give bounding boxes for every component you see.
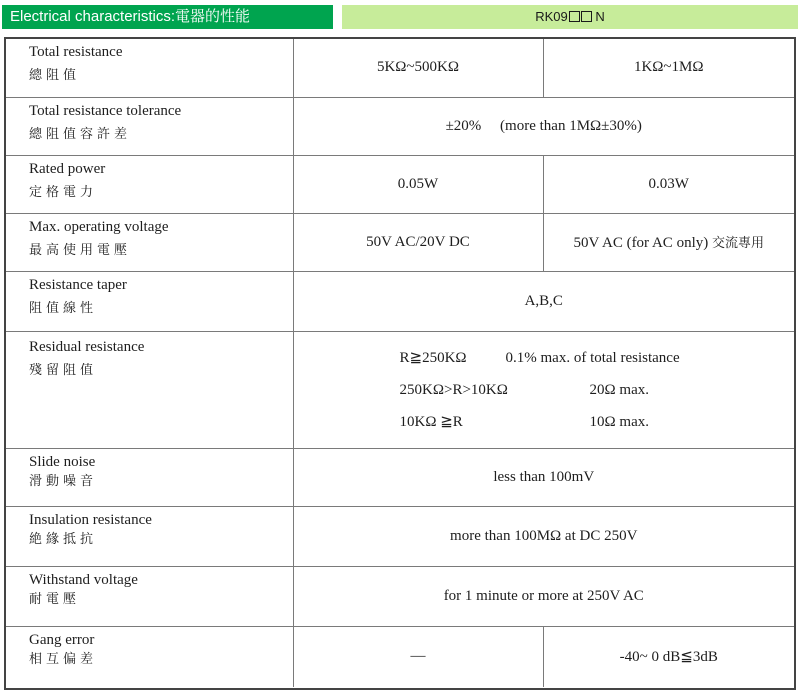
value-cell bbox=[543, 213, 794, 271]
row-label bbox=[6, 506, 293, 566]
limit-text: 20Ω max. bbox=[589, 381, 649, 398]
section-title: Electrical characteristics:電器的性能 bbox=[2, 5, 333, 29]
condition-text: R≧250KΩ bbox=[399, 349, 467, 366]
value-cell bbox=[293, 331, 794, 448]
model-suffix: N bbox=[595, 9, 605, 24]
label-en: Total resistance bbox=[29, 44, 123, 60]
value-cell: more than 100MΩ at DC 250V bbox=[293, 506, 794, 566]
label-zh: 殘留阻值 bbox=[29, 362, 98, 378]
label-en: Total resistance tolerance bbox=[29, 102, 182, 119]
value-note-zh: 交流專用 bbox=[711, 236, 764, 251]
label-en: Slide noise bbox=[29, 453, 96, 470]
label-zh: 滑動噪音 bbox=[29, 473, 98, 489]
value-cell: 50V AC/20V DC bbox=[293, 213, 543, 271]
row-label bbox=[6, 331, 293, 448]
value-cell: for 1 minute or more at 250V AC bbox=[293, 566, 794, 626]
model-banner bbox=[342, 5, 798, 29]
label-zh: 定格電力 bbox=[29, 184, 98, 200]
table-row bbox=[6, 448, 794, 506]
label-zh: 總阻值 bbox=[29, 68, 81, 83]
limit-text: 0.1% max. of total resistance bbox=[505, 349, 680, 366]
label-zh: 相互偏差 bbox=[29, 651, 98, 667]
row-label bbox=[6, 448, 293, 506]
label-en: Gang error bbox=[29, 631, 95, 648]
label-en: Rated power bbox=[29, 160, 106, 177]
value-cell: 1KΩ~1MΩ bbox=[543, 39, 794, 97]
value-cell: — bbox=[293, 626, 543, 687]
table-row bbox=[6, 97, 794, 155]
label-en: Insulation resistance bbox=[29, 511, 152, 528]
condition-text: 250KΩ>R>10KΩ bbox=[399, 381, 508, 398]
value-text: 50V AC (for AC only) bbox=[573, 235, 709, 251]
value-cell: less than 100mV bbox=[293, 448, 794, 506]
limit-text: 10Ω max. bbox=[589, 413, 649, 430]
row-label bbox=[6, 271, 293, 331]
spec-sheet bbox=[4, 37, 796, 690]
label-zh: 耐電壓 bbox=[29, 591, 81, 607]
residual-list bbox=[400, 349, 795, 431]
value-cell: 0.05W bbox=[293, 155, 543, 213]
value-cell: ±20% (more than 1MΩ±30%) bbox=[293, 97, 794, 155]
condition-text: 10KΩ ≧R bbox=[399, 413, 463, 430]
row-label bbox=[6, 39, 293, 97]
label-zh: 阻值線性 bbox=[29, 300, 98, 316]
table-row bbox=[6, 506, 794, 566]
table-row bbox=[6, 213, 794, 271]
label-zh: 總阻值容許差 bbox=[29, 126, 132, 142]
value-cell: A,B,C bbox=[293, 271, 794, 331]
label-en: Max. operating voltage bbox=[29, 218, 169, 235]
table-row bbox=[6, 39, 794, 97]
model-prefix: RK09 bbox=[535, 9, 568, 24]
row-label bbox=[6, 626, 293, 687]
placeholder-box-icon bbox=[569, 11, 580, 22]
label-en: Resistance taper bbox=[29, 276, 127, 293]
row-label bbox=[6, 155, 293, 213]
spec-table bbox=[6, 39, 794, 687]
value-cell: 5KΩ~500KΩ bbox=[293, 39, 543, 97]
placeholder-box-icon bbox=[581, 11, 592, 22]
row-label bbox=[6, 213, 293, 271]
table-row bbox=[6, 626, 794, 687]
label-zh: 絶緣抵抗 bbox=[29, 531, 98, 547]
table-row bbox=[6, 566, 794, 626]
table-row bbox=[6, 155, 794, 213]
label-zh: 最高使用電壓 bbox=[29, 242, 132, 258]
table-row bbox=[6, 271, 794, 331]
table-row bbox=[6, 331, 794, 448]
label-en: Withstand voltage bbox=[29, 571, 138, 588]
value-cell: 0.03W bbox=[543, 155, 794, 213]
row-label bbox=[6, 97, 293, 155]
label-en: Residual resistance bbox=[29, 338, 145, 355]
row-label bbox=[6, 566, 293, 626]
value-cell: -40~ 0 dB≦3dB bbox=[543, 626, 794, 687]
